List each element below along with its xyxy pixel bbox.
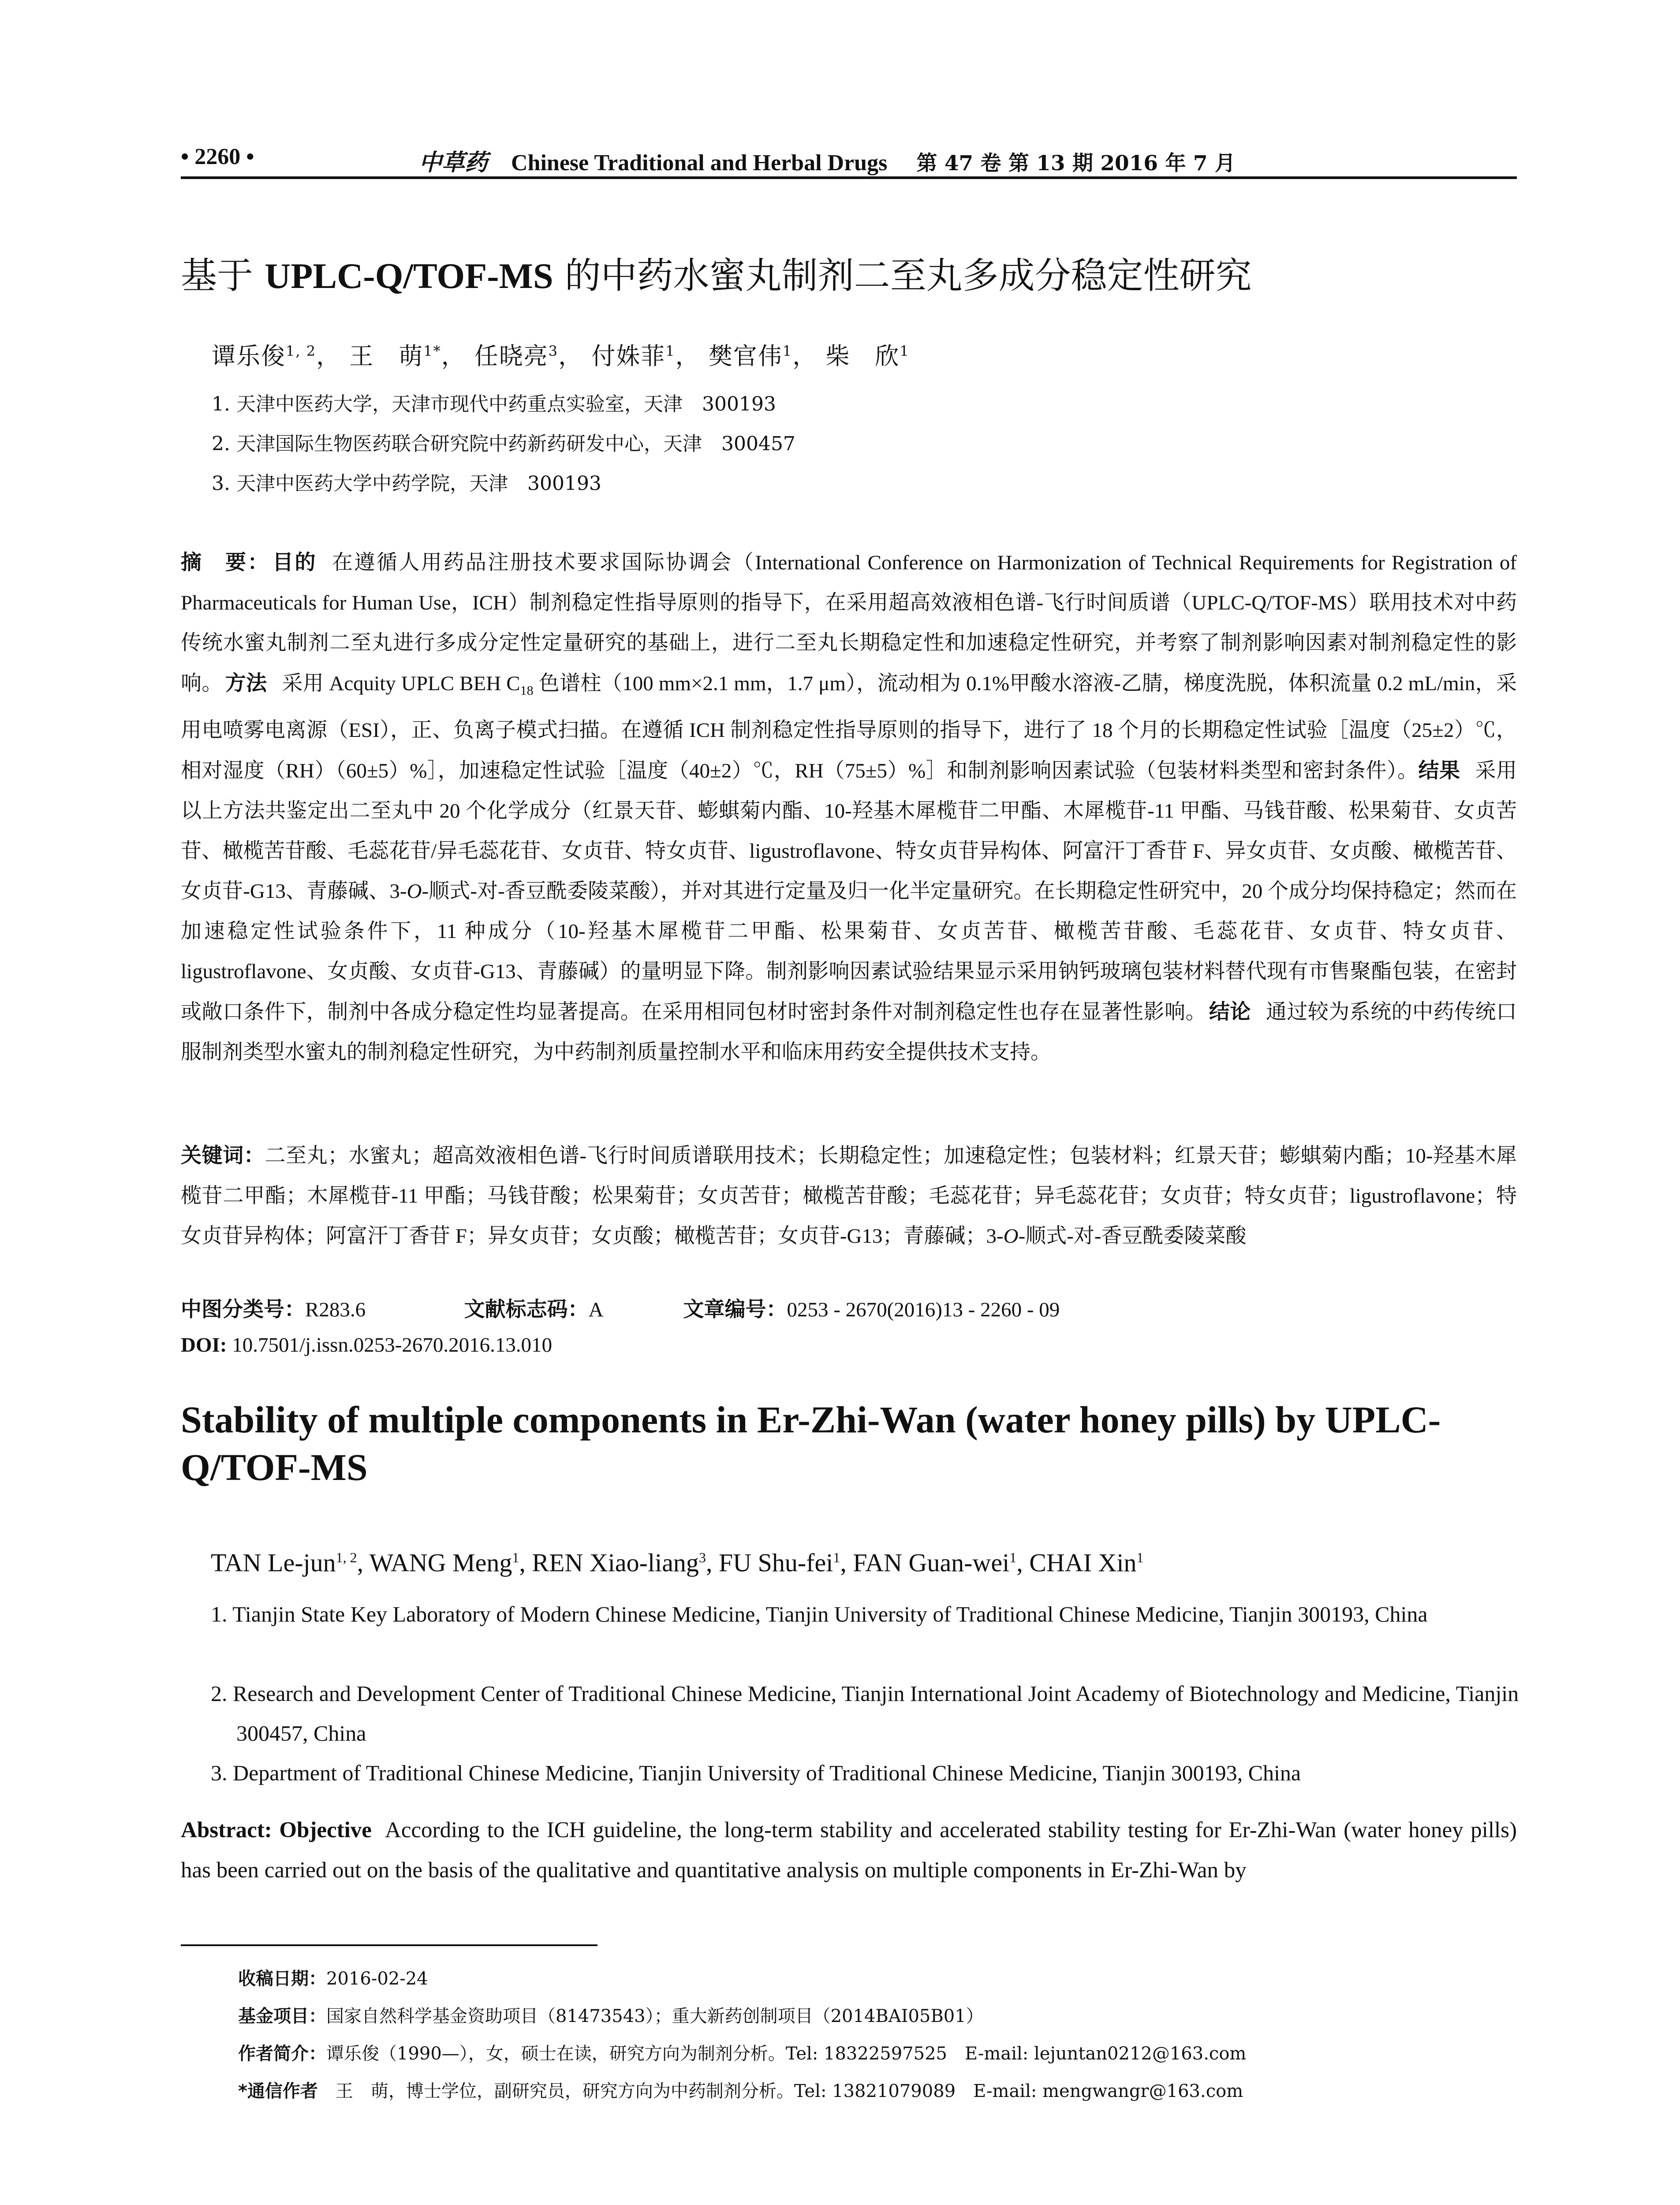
conclusion-text: 通过较为系统的中药传统口服制剂类型水蜜丸的制剂稳定性研究，为中药制剂质量控制水平和临床用药安全提供技术支持。: [181, 1001, 1517, 1064]
objective-text: 在遵循人用药品注册技术要求国际协调会（International Conference on Harmonization of Technical Requirements for Registration of Pharmaceuticals for Human Use，ICH）制剂稳定性指导原则的指导下，在采用超高效液相色谱-飞行时间质谱（UPLC-Q/TOF-MS）联用技术对中药传统水蜜丸制剂二至丸进行多成分定性定量研究的基础上，进行二至丸长期稳定性和加速稳定性研究，并考察了制剂影响因素对制剂稳定性的影响。: [181, 551, 1517, 695]
author-en: WANG Meng$^1$,: [369, 1548, 532, 1577]
author-list-en: [211, 1548, 1144, 1577]
author-en: REN Xiao-liang$^3$,: [532, 1548, 719, 1577]
keywords-text: -顺式-对-香豆酰委陵菜酸: [1018, 1225, 1247, 1248]
footnote-funding: 基金项目：国家自然科学基金资助项目（81473543）；重大新药创制项目（2014BAI05B01）: [238, 2006, 984, 2026]
title-cn-method: UPLC-Q/TOF-MS: [265, 256, 553, 296]
article-number-label: 文章编号：: [683, 1297, 787, 1322]
keywords-text: 二至丸；水蜜丸；超高效液相色谱-飞行时间质谱联用技术；长期稳定性；加速稳定性；包装材料；红景天苷；蟛蜞菊内酯；10-羟基木犀榄苷二甲酯；木犀榄苷-11 甲酯；马钱苷酸；松果菊苷；女贞苦苷；橄榄苦苷酸；毛蕊花苷；异毛蕊花苷；女贞苷；特女贞苷；ligustroflavone；特女贞苷异构体；阿富汗丁香苷 F；异女贞苷；女贞酸；橄榄苦苷；女贞苷-G13；青藤碱；3-: [181, 1144, 1517, 1248]
author-en: CHAI Xin$^1$: [1029, 1548, 1144, 1577]
keywords-italic: O: [1003, 1225, 1019, 1248]
running-header: [181, 140, 1517, 176]
affiliation-en: 3. Department of Traditional Chinese Medicine, Tianjin University of Traditional Chinese Medicine, Tianjin 300193, China: [211, 1760, 1301, 1785]
results-label: 结果: [1418, 759, 1460, 783]
results-text: -顺式-对-香豆酰委陵菜酸），并对其进行定量及归一化半定量研究。在长期稳定性研究中，20 个成分均保持稳定；然而在加速稳定性试验条件下，11 种成分（10-羟基木犀榄苷二甲酯、松果菊苷、女贞苦苷、橄榄苦苷酸、毛蕊花苷、女贞苷、特女贞苷、ligustroflavone、女贞酸、女贞苷-G13、青藤碱）的量明显下降。制剂影响因素试验结果显示采用钠钙玻璃包装材料替代现有市售聚酯包装，在密封或敞口条件下，制剂中各成分稳定性均显著提高。在采用相同包材时密封条件对制剂稳定性也存在显著性影响。: [181, 880, 1517, 1024]
results-text: 采用以上方法共鉴定出二至丸中 20 个化学成分（红景天苷、蟛蜞菊内酯、10-羟基木犀榄苷二甲酯、木犀榄苷-11 甲酯、马钱苷酸、松果菊苷、女贞苦苷、橄榄苦苷酸、毛蕊花苷/异毛蕊花苷、女贞苷、特女贞苷、ligustroflavone、特女贞苷异构体、阿富汗丁香苷 F、异女贞苷、女贞酸、橄榄苦苷、女贞苷-G13、青藤碱、3-: [181, 759, 1517, 903]
footnote-author-bio: 作者简介：谭乐俊（1990—），女，硕士在读，研究方向为制剂分析。Tel: 18322597525 E-mail: lejuntan0212@163.com: [238, 2044, 1247, 2064]
footnote-received: 收稿日期：2016-02-24: [238, 1969, 428, 1989]
results-italic: O: [407, 880, 422, 903]
affiliation-en: 1. Tianjin State Key Laboratory of Modern Chinese Medicine, Tianjin University of Traditional Chinese Medicine, Tianjin 300193, China: [211, 1602, 1428, 1626]
doi-line: [181, 1333, 552, 1357]
doc-code-value: A: [588, 1298, 602, 1321]
classification-line: [181, 1293, 1060, 1323]
affiliation-cn: 2. 天津国际生物医药联合研究院中药新药研发中心，天津 300457: [212, 433, 795, 455]
keywords-cn: [181, 1136, 1517, 1256]
article-number-value: 0253 - 2670(2016)13 - 2260 - 09: [787, 1298, 1060, 1321]
conclusion-label: 结论: [1209, 1000, 1251, 1024]
footnote-corresponding-author: *通信作者 王 萌，博士学位，副研究员，研究方向为中药制剂分析。Tel: 13821079089 E-mail: mengwangr@163.com: [238, 2081, 1243, 2101]
author-en: FAN Guan-wei$^1$,: [853, 1548, 1030, 1577]
author-en: FU Shu-fei$^1$,: [718, 1548, 853, 1577]
methods-text: 采用 Acquity UPLC BEH C: [282, 672, 520, 695]
journal-name-en: Chinese Traditional and Herbal Drugs: [511, 150, 888, 176]
page-number: • 2260 •: [181, 144, 254, 169]
clc-value: R283.6: [305, 1298, 366, 1321]
affiliation-cn: 3. 天津中医药大学中药学院，天津 300193: [212, 472, 601, 495]
article-title-cn: [181, 247, 1517, 299]
doi-value: 10.7501/j.issn.0253-2670.2016.13.010: [232, 1334, 553, 1357]
author-cn: 任晓亮$^3$，: [474, 342, 583, 370]
methods-text: 色谱柱（100 mm×2.1 mm，1.7 μm），流动相为 0.1%甲酸水溶液-乙腈，梯度洗脱，体积流量 0.2 mL/min，采用电喷雾电离源（ESI），正、负离子模式扫描。在遵循 ICH 制剂稳定性指导原则的指导下，进行了 18 个月的长期稳定性试验［温度（25±2）℃，相对湿度（RH）（60±5）%］，加速稳定性试验［温度（40±2）℃，RH（75±5）%］和制剂影响因素试验（包装材料类型和密封条件）。: [181, 672, 1517, 783]
author-list-cn: [212, 337, 910, 371]
journal-title: [419, 144, 1236, 177]
keywords-label: 关键词：: [181, 1144, 265, 1168]
affiliation-en: 2. Research and Development Center of Traditional Chinese Medicine, Tianjin International Joint Academy of Biotechnology and Medicine, Tianjin 300457, China: [211, 1681, 1519, 1745]
abstract-en-label: Abstract: Objective: [181, 1818, 372, 1842]
header-rule: [181, 176, 1517, 179]
objective-label: 目的: [272, 550, 317, 575]
methods-subscript: 18: [520, 683, 534, 698]
author-cn: 谭乐俊$^{1, 2}$，: [212, 342, 341, 370]
doi-label: DOI:: [181, 1334, 227, 1357]
methods-label: 方法: [225, 671, 267, 695]
doc-code-label: 文献标志码：: [464, 1297, 589, 1322]
footnote-rule: [181, 1944, 597, 1946]
abstract-cn: [181, 542, 1517, 1073]
author-en: TAN Le-jun$^{1, 2}$,: [211, 1548, 370, 1577]
abstract-cn-label: 摘 要：: [181, 550, 270, 575]
abstract-en: [181, 1810, 1517, 1891]
author-cn: 樊官伟$^1$，: [708, 342, 818, 370]
title-cn-part: 的中药水蜜丸制剂二至丸多成分稳定性研究: [553, 255, 1252, 297]
clc-label: 中图分类号：: [181, 1297, 305, 1322]
journal-issue: 第 47 卷 第 13 期 2016 年 7 月: [916, 151, 1236, 176]
title-cn-part: 基于: [181, 255, 265, 297]
author-cn: 付姝菲$^1$，: [591, 342, 700, 370]
author-cn: 王 萌$^{1*}$，: [349, 342, 466, 370]
author-cn: 柴 欣$^1$: [825, 342, 910, 370]
affiliation-cn: 1. 天津中医药大学，天津市现代中药重点实验室，天津 300193: [212, 393, 776, 415]
abstract-en-text: According to the ICH guideline, the long-term stability and accelerated stability testing for Er-Zhi-Wan (water honey pills) has been carried out on the basis of the qualitative and quantitative analysis on multiple components in Er-Zhi-Wan by: [181, 1818, 1517, 1883]
journal-name-cn: 中草药: [419, 149, 488, 176]
article-title-en: Stability of multiple components in Er-Zhi-Wan (water honey pills) by UPLC-Q/TOF-MS: [181, 1398, 1441, 1488]
